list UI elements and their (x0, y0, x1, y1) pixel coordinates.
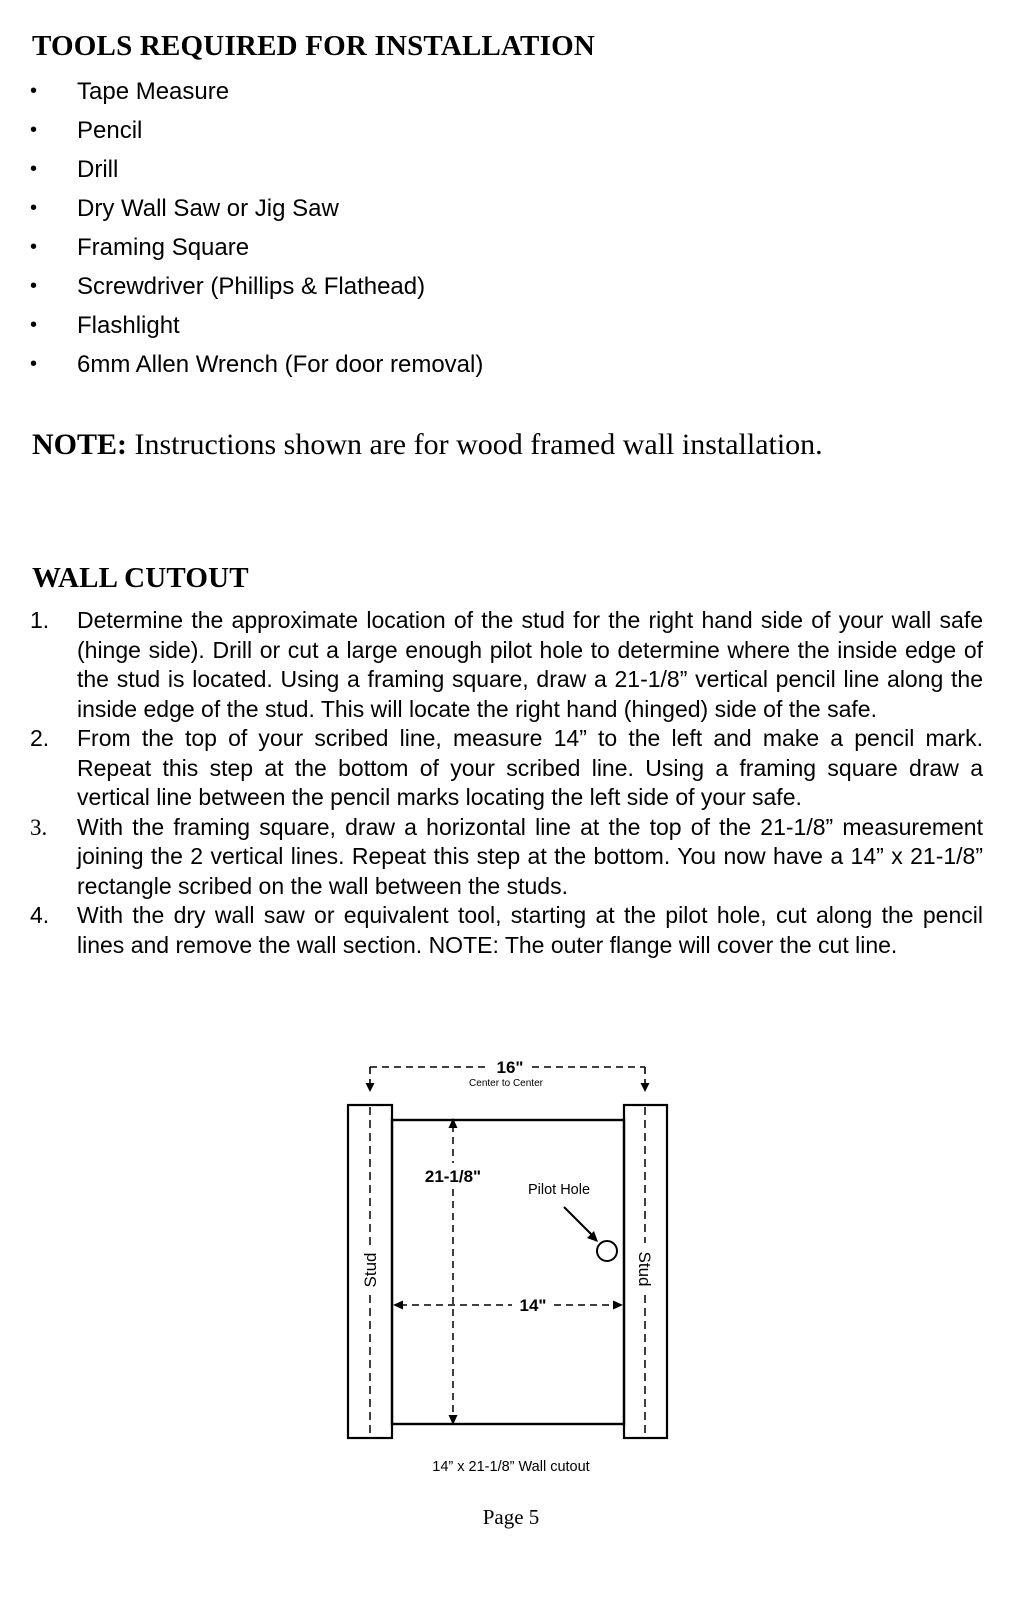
step-text: With the framing square, draw a horizontal line at the top of the 21-1/8” measurement joining the 2 vertical lines. Repeat this step at the bottom. You now have a 14” x 21-1/8” rectangle scribed on the wall between the studs. (77, 813, 983, 899)
tool-item (0, 189, 700, 228)
tool-item-label: Tape Measure (77, 78, 230, 105)
step-number: 4. (30, 902, 50, 928)
note-label: NOTE: (32, 428, 128, 461)
tool-item-label: Dry Wall Saw or Jig Saw (77, 195, 339, 222)
wall-cutout-steps (0, 606, 1036, 960)
tool-item-label: 6mm Allen Wrench (For door removal) (77, 351, 484, 378)
pilot-hole-label: Pilot Hole (527, 1182, 591, 1198)
wall-cutout-heading: WALL CUTOUT (32, 562, 249, 594)
step-item (0, 606, 1036, 724)
bullet-icon: • (30, 119, 38, 141)
wall-cutout-rectangle (392, 1120, 624, 1424)
page-number (0, 1505, 1036, 1530)
note-text: Instructions shown are for wood framed wall installation. (127, 428, 823, 461)
step-item (0, 724, 1036, 813)
bullet-icon: • (30, 275, 38, 297)
tool-item-label: Flashlight (77, 312, 180, 339)
tool-item (0, 72, 700, 111)
step-item (0, 901, 1036, 960)
diagram-caption (0, 1459, 1036, 1475)
bullet-icon: • (30, 197, 38, 219)
step-number: 3. (30, 814, 48, 840)
step-number: 1. (30, 607, 50, 633)
arrow-down-icon (641, 1083, 650, 1092)
tool-item-label: Drill (77, 156, 119, 183)
bullet-icon: • (30, 236, 38, 258)
tools-list (0, 72, 700, 384)
arrow-down-icon (366, 1083, 375, 1092)
tool-item (0, 267, 700, 306)
installation-note (32, 428, 823, 462)
tool-item-label: Screwdriver (Phillips & Flathead) (77, 273, 426, 300)
bullet-icon: • (30, 158, 38, 180)
tool-item (0, 111, 700, 150)
tool-item (0, 345, 700, 384)
top-dimension-label: 16" (496, 1058, 524, 1077)
arrow-right-icon (613, 1301, 623, 1310)
height-dimension-label: 21-1/8" (424, 1167, 482, 1186)
pilot-hole-pointer (564, 1207, 592, 1235)
step-number: 2. (30, 725, 50, 751)
tool-item-label: Framing Square (77, 234, 250, 261)
diagram-svg (330, 1055, 690, 1455)
page-number-text: Page 5 (482, 1505, 540, 1529)
bullet-icon: • (30, 80, 38, 102)
tool-item (0, 150, 700, 189)
right-stud-label: Stud (635, 1251, 654, 1287)
pilot-hole (597, 1241, 617, 1261)
tool-item (0, 228, 700, 267)
step-text: Determine the approximate location of the stud for the right hand side of your wall safe (hinge side). Drill or cut a large enough pilot hole to determine where the inside edge of the stud is located. Using a framing square, draw a 21-1/8” vertical pencil line along the inside edge of the stud. This will locate the right hand (hinged) side of the safe. (77, 607, 983, 722)
left-stud-label: Stud (361, 1252, 380, 1288)
bullet-icon: • (30, 314, 38, 336)
step-text: With the dry wall saw or equivalent tool, starting at the pilot hole, cut along the pencil lines and remove the wall section. NOTE: The outer flange will cover the cut line. (77, 902, 983, 958)
top-dimension-sublabel: Center to Center (469, 1078, 543, 1089)
wall-cutout-diagram (330, 1055, 690, 1455)
width-dimension-label: 14" (519, 1296, 547, 1315)
step-text: From the top of your scribed line, measure 14” to the left and make a pencil mark. Repeat this step at the bottom of your scribed line. Using a framing square draw a vertical line between the pencil marks locating the left side of your safe. (77, 725, 983, 810)
bullet-icon: • (30, 353, 38, 375)
diagram-caption-text: 14” x 21-1/8” Wall cutout (432, 1459, 590, 1475)
tool-item-label: Pencil (77, 117, 143, 144)
tools-heading: TOOLS REQUIRED FOR INSTALLATION (32, 30, 595, 62)
arrow-left-icon (393, 1301, 403, 1310)
step-item (0, 813, 1036, 902)
tool-item (0, 306, 700, 345)
